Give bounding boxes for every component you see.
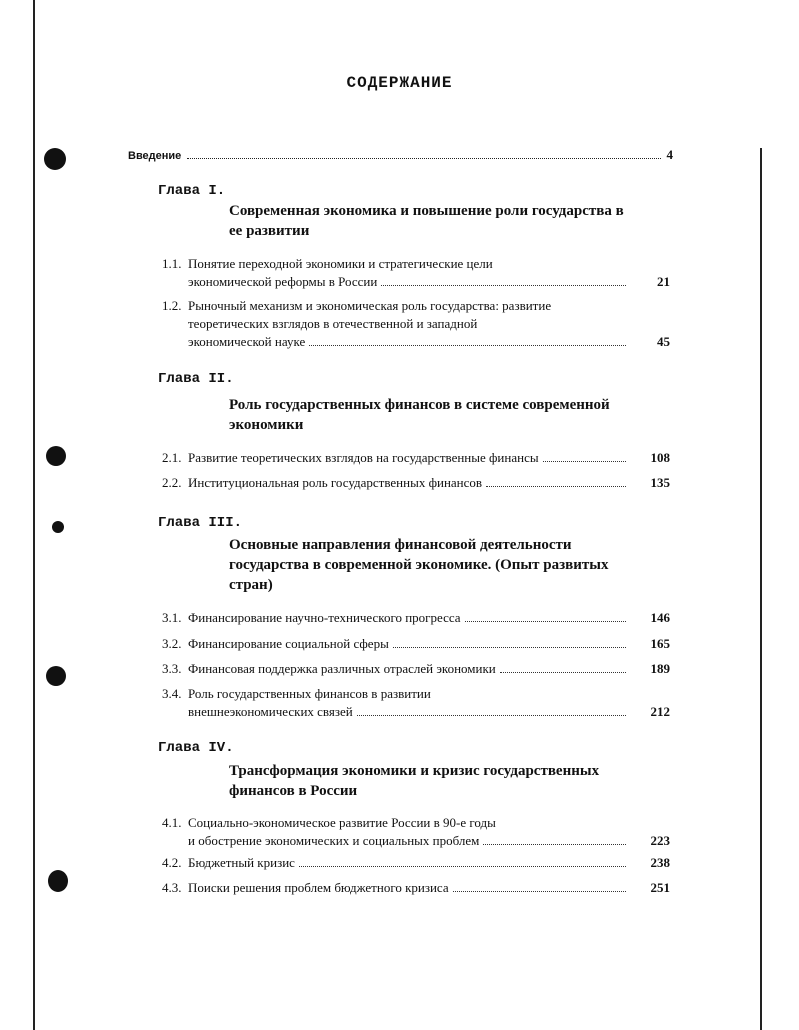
toc-entry (162, 449, 670, 467)
section-title: Институциональная роль государственных финансов (188, 475, 483, 490)
dot-leader (381, 275, 626, 286)
section-title: Финансирование социальной сферы (188, 636, 389, 651)
section-number: 1.2. (162, 298, 182, 313)
punch-hole-1 (44, 148, 66, 170)
toc-entry (162, 609, 670, 627)
section-title: Финансирование научно-технического прогресса (188, 610, 461, 625)
chapter-title: Трансформация экономики и кризис государственных финансов в России (229, 763, 600, 799)
intro-page: 4 (666, 147, 673, 162)
chapter-label: Глава III. (158, 515, 243, 531)
toc-entry (162, 685, 670, 721)
page-title: СОДЕРЖАНИЕ (346, 74, 453, 92)
punch-hole-4 (46, 666, 66, 686)
chapter-label: Глава I. (158, 183, 226, 199)
chapter-label: Глава II. (158, 371, 234, 387)
section-number: 3.2. (162, 636, 182, 651)
section-title: теоретических взглядов в отечественной и западной (188, 316, 478, 331)
section-number: 2.2. (162, 475, 182, 490)
chapter-title: Современная экономика и повышение роли государства в ее развитии (229, 203, 624, 239)
page-number: 165 (650, 636, 670, 651)
section-title: Поиски решения проблем бюджетного кризиса (188, 880, 449, 895)
toc-entry (162, 635, 670, 653)
dot-leader (309, 335, 626, 346)
dot-leader (543, 451, 626, 462)
page-number: 108 (650, 450, 670, 465)
toc-entry (162, 255, 670, 291)
chapter-label: Глава IV. (158, 740, 234, 756)
intro-label: Введение (128, 150, 182, 162)
section-title: и обострение экономических и социальных проблем (188, 833, 480, 848)
section-number: 1.1. (162, 256, 182, 271)
section-number: 4.2. (162, 855, 182, 870)
section-number: 3.1. (162, 610, 182, 625)
toc-entry (162, 879, 670, 897)
dot-leader (483, 834, 626, 845)
page-number: 238 (650, 855, 670, 870)
dot-leader (486, 476, 626, 487)
section-title: Финансовая поддержка различных отраслей экономики (188, 661, 496, 676)
dot-leader (465, 611, 626, 622)
page-number: 223 (650, 833, 670, 848)
toc-entry (162, 297, 670, 351)
chapter-title: Основные направления финансовой деятельности государства в современной экономике. (Опыт развитых стран) (229, 537, 609, 593)
page-number: 135 (650, 475, 670, 490)
page-number: 212 (650, 704, 670, 719)
page-number: 21 (657, 274, 670, 289)
punch-hole-3 (52, 521, 64, 533)
page-number: 45 (657, 334, 670, 349)
chapter-title: Роль государственных финансов в системе современной экономики (229, 397, 610, 433)
dot-leader (299, 856, 626, 867)
section-number: 4.1. (162, 815, 182, 830)
page-number: 189 (650, 661, 670, 676)
page-number: 146 (650, 610, 670, 625)
toc-entry (162, 660, 670, 678)
right-margin-line (760, 148, 762, 1030)
section-title: Бюджетный кризис (188, 855, 295, 870)
section-title: Социально-экономическое развитие России в 90-е годы (188, 815, 496, 830)
section-title: Развитие теоретических взглядов на государственные финансы (188, 450, 539, 465)
section-title: Рыночный механизм и экономическая роль государства: развитие (188, 298, 552, 313)
punch-hole-5 (48, 870, 68, 892)
dot-leader (453, 881, 626, 892)
section-title: экономической науке (188, 334, 306, 349)
section-title: внешнеэкономических связей (188, 704, 353, 719)
toc-entry (162, 814, 670, 850)
toc-intro (128, 147, 673, 163)
dot-leader (393, 637, 626, 648)
left-margin-line (33, 0, 35, 1030)
toc-entry (162, 474, 670, 492)
section-number: 3.4. (162, 686, 182, 701)
section-number: 3.3. (162, 661, 182, 676)
section-title: Роль государственных финансов в развитии (188, 686, 431, 701)
dot-leader (357, 705, 626, 716)
section-title: Понятие переходной экономики и стратегические цели (188, 256, 493, 271)
dot-leader (187, 150, 660, 159)
section-number: 2.1. (162, 450, 182, 465)
page-number: 251 (650, 880, 670, 895)
section-title: экономической реформы в России (188, 274, 378, 289)
toc-entry (162, 854, 670, 872)
section-number: 4.3. (162, 880, 182, 895)
punch-hole-2 (46, 446, 66, 466)
dot-leader (500, 662, 626, 673)
